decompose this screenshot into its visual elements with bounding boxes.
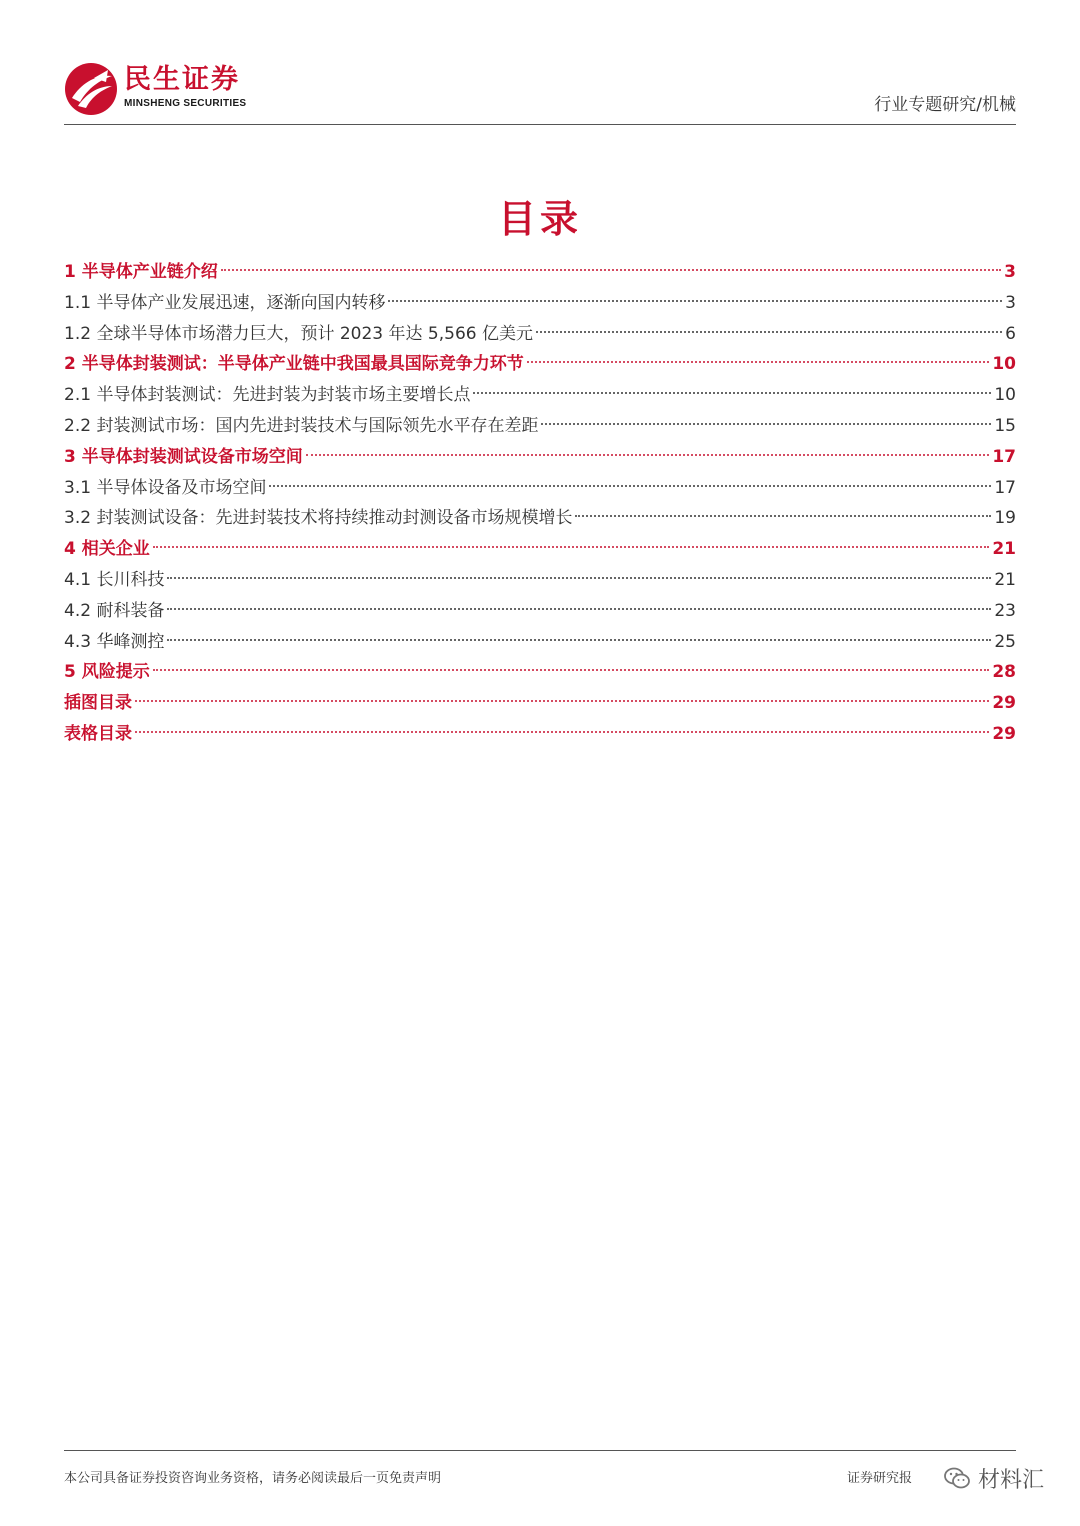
toc-chapter-entry[interactable]: [64, 349, 1016, 380]
toc-dot-leader: [221, 269, 1001, 271]
toc-dot-leader: [135, 700, 989, 702]
toc-chapter-entry[interactable]: [64, 719, 1016, 750]
toc-entry-page-number: 17: [994, 477, 1016, 498]
toc-entry-page-number: 29: [992, 693, 1016, 714]
toc-section-entry[interactable]: [64, 503, 1016, 534]
toc-entry-page-number: 19: [994, 508, 1016, 529]
toc-dot-leader: [167, 639, 991, 641]
toc-entry-label: 3.1 半导体设备及市场空间: [64, 477, 267, 498]
toc-entry-page-number: 28: [992, 662, 1016, 683]
toc-chapter-entry[interactable]: [64, 534, 1016, 565]
toc-dot-leader: [153, 669, 990, 671]
logo-chinese-name: 民生证券: [124, 64, 240, 95]
watermark-text: 材料汇: [977, 1467, 1044, 1493]
toc-dot-leader: [473, 392, 991, 394]
logo-english-name: MINSHENG SECURITIES: [124, 98, 247, 109]
toc-entry-page-number: 10: [992, 354, 1016, 375]
toc-dot-leader: [269, 485, 991, 487]
toc-dot-leader: [306, 454, 990, 456]
toc-entry-label: 表格目录: [64, 723, 132, 744]
wechat-icon: [942, 1463, 972, 1493]
toc-entry-label: 3 半导体封装测试设备市场空间: [64, 446, 303, 467]
table-of-contents: [64, 257, 1016, 750]
toc-dot-leader: [167, 577, 991, 579]
toc-section-entry[interactable]: [64, 473, 1016, 504]
page-title: 目录: [497, 197, 582, 241]
toc-entry-page-number: 3: [1004, 262, 1016, 282]
toc-chapter-entry[interactable]: [64, 442, 1016, 473]
toc-entry-page-number: 29: [992, 723, 1016, 744]
toc-section-entry[interactable]: [64, 627, 1016, 658]
toc-entry-label: 1.1 半导体产业发展迅速，逐渐向国内转移: [64, 292, 386, 313]
toc-section-entry[interactable]: [64, 380, 1016, 411]
toc-section-entry[interactable]: [64, 319, 1016, 350]
toc-dot-leader: [153, 546, 990, 548]
toc-section-entry[interactable]: [64, 596, 1016, 627]
toc-entry-page-number: 6: [1005, 323, 1016, 344]
toc-entry-page-number: 10: [994, 385, 1016, 406]
toc-entry-label: 4.1 长川科技: [64, 569, 165, 590]
toc-dot-leader: [167, 608, 991, 610]
toc-entry-label: 插图目录: [64, 693, 132, 714]
toc-section-entry[interactable]: [64, 411, 1016, 442]
page-header: [64, 60, 1016, 125]
watermark: [942, 1460, 1044, 1496]
toc-entry-page-number: 23: [994, 600, 1016, 621]
toc-entry-label: 2.1 半导体封装测试：先进封装为封装市场主要增长点: [64, 385, 471, 406]
toc-entry-label: 1 半导体产业链介绍: [64, 262, 218, 282]
minsheng-logo-mark-icon: [64, 62, 118, 116]
toc-chapter-entry[interactable]: [64, 688, 1016, 719]
toc-dot-leader: [135, 731, 989, 733]
toc-entry-page-number: 17: [992, 446, 1016, 467]
footer-disclaimer: 本公司具备证券投资咨询业务资格，请务必阅读最后一页免责声明: [64, 1471, 442, 1486]
toc-entry-label: 4 相关企业: [64, 539, 150, 560]
toc-entry-page-number: 21: [994, 569, 1016, 590]
toc-entry-page-number: 3: [1005, 292, 1016, 313]
page-footer: [64, 1450, 1016, 1486]
toc-chapter-entry[interactable]: [64, 657, 1016, 688]
toc-entry-label: 2 半导体封装测试：半导体产业链中我国最具国际竞争力环节: [64, 354, 524, 375]
toc-entry-label: 4.3 华峰测控: [64, 631, 165, 652]
toc-chapter-entry[interactable]: [64, 257, 1016, 288]
toc-dot-leader: [536, 331, 1002, 333]
toc-dot-leader: [527, 361, 990, 363]
toc-entry-page-number: 25: [994, 631, 1016, 652]
report-category: 行业专题研究/机械: [874, 95, 1016, 115]
toc-section-entry[interactable]: [64, 288, 1016, 319]
toc-entry-label: 4.2 耐科装备: [64, 600, 165, 621]
toc-section-entry[interactable]: [64, 565, 1016, 596]
footer-report-type: 证券研究报: [846, 1471, 912, 1486]
toc-entry-label: 5 风险提示: [64, 662, 150, 683]
minsheng-logo: [64, 62, 274, 118]
toc-entry-page-number: 21: [992, 539, 1016, 560]
toc-entry-page-number: 15: [994, 415, 1016, 436]
toc-dot-leader: [575, 515, 991, 517]
toc-entry-label: 2.2 封装测试市场：国内先进封装技术与国际领先水平存在差距: [64, 415, 539, 436]
toc-entry-label: 1.2 全球半导体市场潜力巨大，预计 2023 年达 5,566 亿美元: [64, 323, 533, 344]
toc-dot-leader: [388, 300, 1002, 302]
toc-entry-label: 3.2 封装测试设备：先进封装技术将持续推动封测设备市场规模增长: [64, 508, 573, 529]
toc-dot-leader: [541, 423, 991, 425]
